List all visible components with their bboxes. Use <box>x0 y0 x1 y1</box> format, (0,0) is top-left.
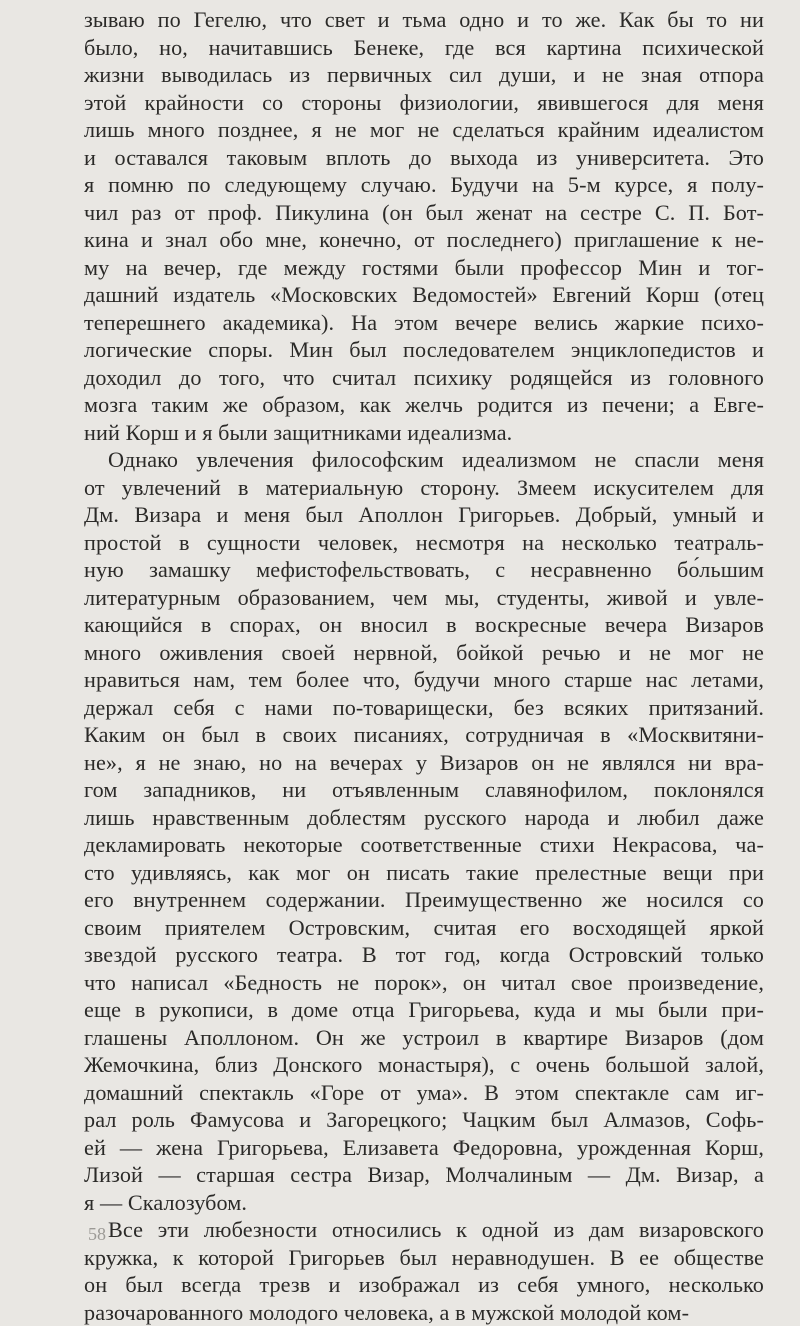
text-line: что написал «Бедность не порок», он читал свое произведение, <box>84 969 764 997</box>
text-line: ний Корш и я были защитниками идеализма. <box>84 419 764 447</box>
text-line: нравиться нам, тем более что, будучи много старше нас летами, <box>84 666 764 694</box>
text-line: и оставался таковым вплоть до выхода из университета. Это <box>84 144 764 172</box>
text-line: Однако увлечения философским идеализмом не спасли меня <box>84 446 764 474</box>
text-line: своим приятелем Островским, считая его восходящей яркой <box>84 914 764 942</box>
text-line: простой в сущности человек, несмотря на несколько театраль- <box>84 529 764 557</box>
text-line: много оживления своей нервной, бойкой речью и не мог не <box>84 639 764 667</box>
text-line: этой крайности со стороны физиологии, явившегося для меня <box>84 89 764 117</box>
page-number: 58 <box>88 1224 106 1245</box>
text-line: кина и знал обо мне, конечно, от последнего) приглашение к не- <box>84 226 764 254</box>
text-line: было, но, начитавшись Бенеке, где вся картина психической <box>84 34 764 62</box>
text-line: мозга таким же образом, как желчь родится из печени; а Евге- <box>84 391 764 419</box>
text-line: Дм. Визара и меня был Аполлон Григорьев. Добрый, умный и <box>84 501 764 529</box>
text-line: дашний издатель «Московских Ведомостей» Евгений Корш (отец <box>84 281 764 309</box>
text-line: сто удивляясь, как мог он писать такие прелестные вещи при <box>84 859 764 887</box>
body-text <box>84 6 764 1326</box>
text-line: разочарованного молодого человека, а в мужской молодой ком- <box>84 1299 764 1326</box>
text-line: он был всегда трезв и изображал из себя умного, несколько <box>84 1271 764 1299</box>
text-line: его внутреннем содержании. Преимущественно же носился со <box>84 886 764 914</box>
text-line: зываю по Гегелю, что свет и тьма одно и то же. Как бы то ни <box>84 6 764 34</box>
text-line: декламировать некоторые соответственные стихи Некрасова, ча- <box>84 831 764 859</box>
text-line: Лизой — старшая сестра Визар, Молчалиным — Дм. Визар, а <box>84 1161 764 1189</box>
text-line: ную замашку мефистофельствовать, с несравненно бо́льшим <box>84 556 764 584</box>
text-line: доходил до того, что считал психику родящейся из головного <box>84 364 764 392</box>
text-line: я помню по следующему случаю. Будучи на 5-м курсе, я полу- <box>84 171 764 199</box>
text-line: чил раз от проф. Пикулина (он был женат на сестре С. П. Бот- <box>84 199 764 227</box>
text-line: теперешнего академика). На этом вечере велись жаркие психо- <box>84 309 764 337</box>
text-line: еще в рукописи, в доме отца Григорьева, куда и мы были при- <box>84 996 764 1024</box>
paragraph <box>84 1216 764 1326</box>
text-line: глашены Аполлоном. Он же устроил в квартире Визаров (дом <box>84 1024 764 1052</box>
text-line: гом западников, ни отъявленным славянофилом, поклонялся <box>84 776 764 804</box>
text-line: логические споры. Мин был последователем энциклопедистов и <box>84 336 764 364</box>
paragraph <box>84 446 764 1216</box>
text-line: я — Скалозубом. <box>84 1189 764 1217</box>
text-line: лишь нравственным доблестям русского народа и любил даже <box>84 804 764 832</box>
text-line: домашний спектакль «Горе от ума». В этом спектакле сам иг- <box>84 1079 764 1107</box>
text-line: кающийся в спорах, он вносил в воскресные вечера Визаров <box>84 611 764 639</box>
text-line: от увлечений в материальную сторону. Змеем искусителем для <box>84 474 764 502</box>
text-line: ей — жена Григорьева, Елизавета Федоровна, урожденная Корш, <box>84 1134 764 1162</box>
text-line: литературным образованием, чем мы, студенты, живой и увле- <box>84 584 764 612</box>
text-line: рал роль Фамусова и Загорецкого; Чацким был Алмазов, Софь- <box>84 1106 764 1134</box>
text-line: Жемочкина, близ Донского монастыря), с очень большой залой, <box>84 1051 764 1079</box>
text-line: не», я не знаю, но на вечерах у Визаров он не являлся ни вра- <box>84 749 764 777</box>
text-line: жизни выводилась из первичных сил души, и не зная отпора <box>84 61 764 89</box>
text-line: му на вечер, где между гостями были профессор Мин и тог- <box>84 254 764 282</box>
text-line: звездой русского театра. В тот год, когда Островский только <box>84 941 764 969</box>
text-line: Каким он был в своих писаниях, сотрудничая в «Москвитяни- <box>84 721 764 749</box>
text-line: кружка, к которой Григорьев был неравнодушен. В ее обществе <box>84 1244 764 1272</box>
text-line: лишь много позднее, я не мог не сделаться крайним идеалистом <box>84 116 764 144</box>
text-line: Все эти любезности относились к одной из дам визаровского <box>84 1216 764 1244</box>
text-line: держал себя с нами по-товарищески, без всяких притязаний. <box>84 694 764 722</box>
paragraph <box>84 6 764 446</box>
